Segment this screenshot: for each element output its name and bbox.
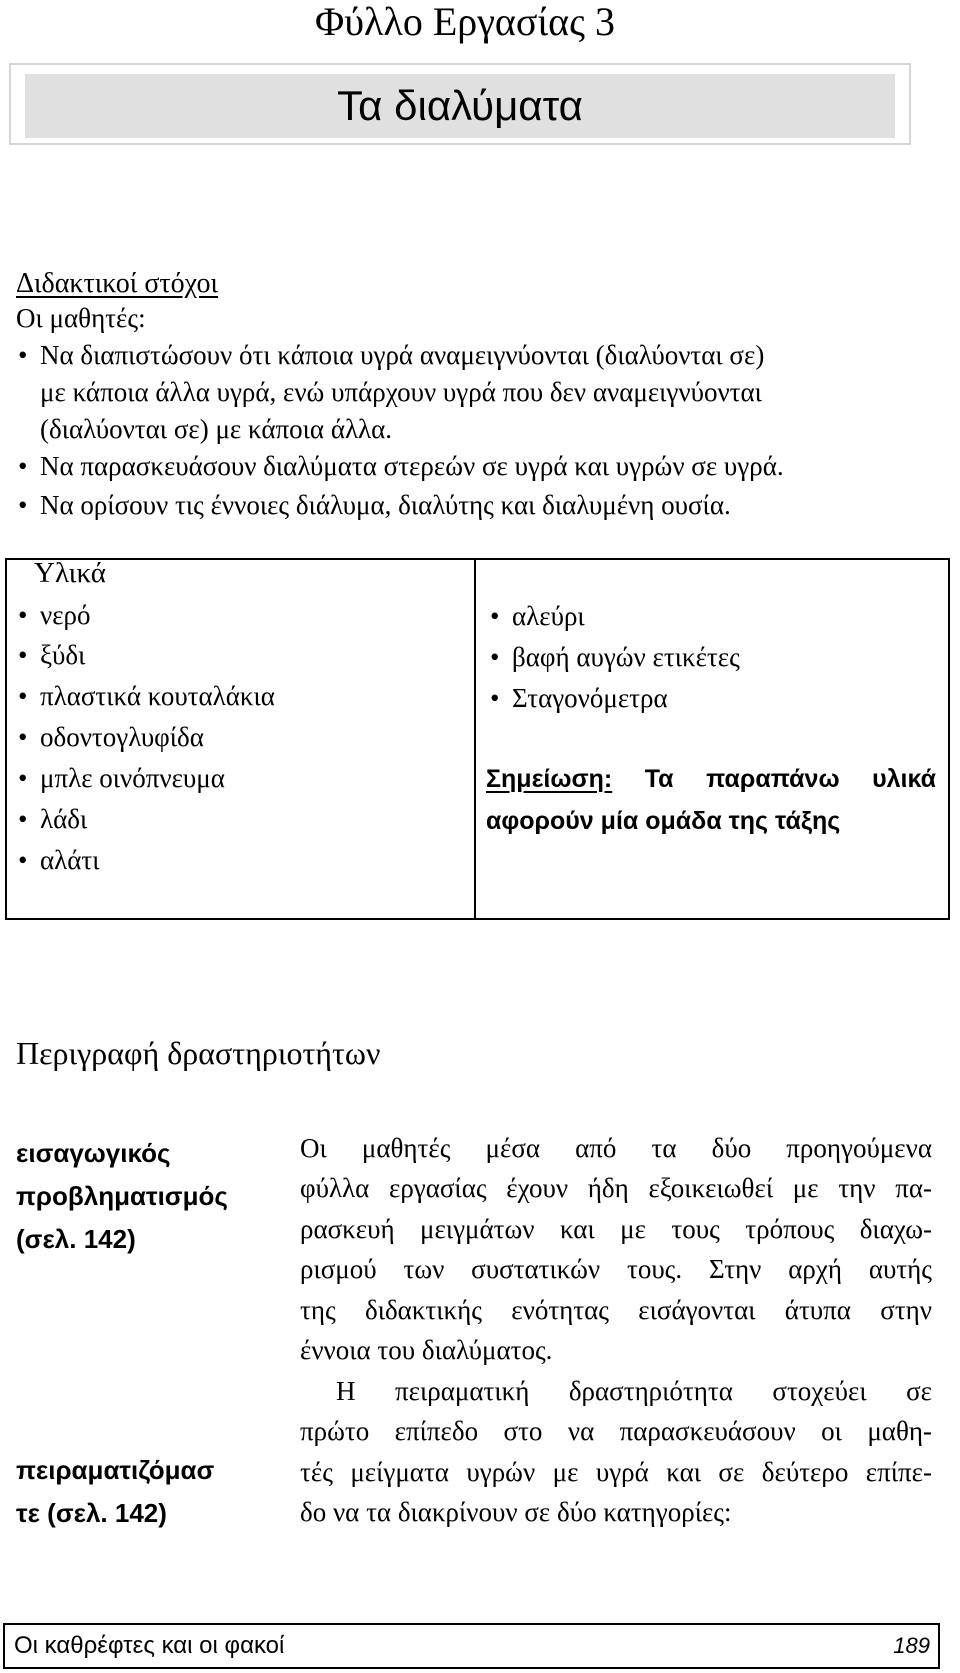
objectives-heading: Διδακτικοί στόχοι: [16, 268, 219, 299]
bullet-icon: •: [18, 640, 28, 670]
material-item: • λάδι: [18, 799, 87, 839]
bullet-icon: •: [18, 490, 28, 520]
bullet-icon: •: [490, 683, 500, 713]
materials-heading: Υλικά: [34, 557, 107, 589]
objectives-intro: Οι μαθητές:: [16, 303, 146, 333]
bullet-icon: •: [490, 642, 500, 672]
material-item: • μπλε οινόπνευμα: [18, 758, 225, 798]
objective-text: Να διαπιστώσουν ότι κάποια υγρά αναμειγνύονται (διαλύονται σε): [40, 340, 765, 370]
note-label: Σημείωση:: [486, 765, 613, 793]
body-line: Οι μαθητές μέσα από τα δύο προηγούμενα: [300, 1133, 932, 1163]
body-line: τές μείγματα υγρών με υγρά και σε δεύτερο επίπε-: [300, 1457, 932, 1487]
bullet-icon: •: [18, 340, 28, 370]
footer-page-number: 189: [893, 1633, 930, 1658]
bullet-icon: •: [490, 601, 500, 631]
bullet-icon: •: [18, 845, 28, 875]
activities-heading: Περιγραφή δραστηριοτήτων: [16, 1035, 381, 1071]
objective-line: [18, 335, 764, 375]
footer-chapter-title: Οι καθρέφτες και οι φακοί: [14, 1632, 285, 1659]
material-item: • νερό: [18, 595, 91, 635]
bullet-icon: •: [18, 722, 28, 752]
objective-line: [18, 485, 731, 525]
body-line: Η πειραματική δραστηριότητα στοχεύει σε: [336, 1376, 932, 1406]
bullet-icon: •: [18, 600, 28, 630]
worksheet-title: Φύλλο Εργασίας 3: [315, 0, 615, 44]
bullet-icon: •: [18, 763, 28, 793]
material-item: • αλεύρι: [490, 596, 585, 636]
material-item: • ξύδι: [18, 635, 85, 675]
body-line: πρώτο επίπεδο στο να παρασκευάσουν οι μαθη-: [300, 1416, 932, 1446]
intro-label: (σελ. 142): [16, 1224, 136, 1254]
bullet-icon: •: [18, 681, 28, 711]
intro-label: εισαγωγικός: [16, 1138, 171, 1168]
objective-text: Να παρασκευάσουν διαλύματα στερεών σε υγρά και υγρών σε υγρά.: [40, 451, 784, 481]
body-line: δο να τα διακρίνουν σε δύο κατηγορίες:: [300, 1497, 732, 1527]
materials-note: [486, 758, 936, 842]
objective-text: Να ορίσουν τις έννοιες διάλυμα, διαλύτης και διαλυμένη ουσία.: [40, 490, 731, 520]
body-line: της διδακτικής ενότητας εισάγονται άτυπα στην: [300, 1295, 932, 1325]
materials-divider: [474, 558, 476, 920]
body-line: έννοια του διαλύματος.: [300, 1335, 553, 1365]
bullet-icon: •: [18, 451, 28, 481]
objective-line: (διαλύονται σε) με κάποια άλλα.: [40, 414, 393, 444]
bullet-icon: •: [18, 804, 28, 834]
page-title: Τα διαλύματα: [337, 82, 583, 129]
note-text: Τα παραπάνω υλικά αφορούν μία ομάδα της τάξης: [486, 765, 936, 835]
body-line: φύλλα εργασίας έχουν ήδη εξοικειωθεί με την πα-: [300, 1173, 932, 1203]
objective-line: με κάποια άλλα υγρά, ενώ υπάρχουν υγρά που δεν αναμειγνύονται: [40, 377, 762, 407]
material-item: • Σταγονόμετρα: [490, 678, 668, 718]
intro-label: προβληματισμός: [16, 1181, 228, 1211]
material-item: • αλάτι: [18, 840, 100, 880]
experiment-label: τε (σελ. 142): [16, 1498, 167, 1528]
material-item: • βαφή αυγών ετικέτες: [490, 637, 740, 677]
experiment-label: πειραματιζόμασ: [16, 1455, 215, 1485]
material-item: • πλαστικά κουταλάκια: [18, 676, 275, 716]
material-item: • οδοντογλυφίδα: [18, 717, 204, 757]
body-line: ρισμού των συστατικών τους. Στην αρχή αυτής: [300, 1254, 932, 1284]
body-line: ρασκευή μειγμάτων και με τους τρόπους διαχω-: [300, 1214, 932, 1244]
objective-line: [18, 446, 784, 486]
